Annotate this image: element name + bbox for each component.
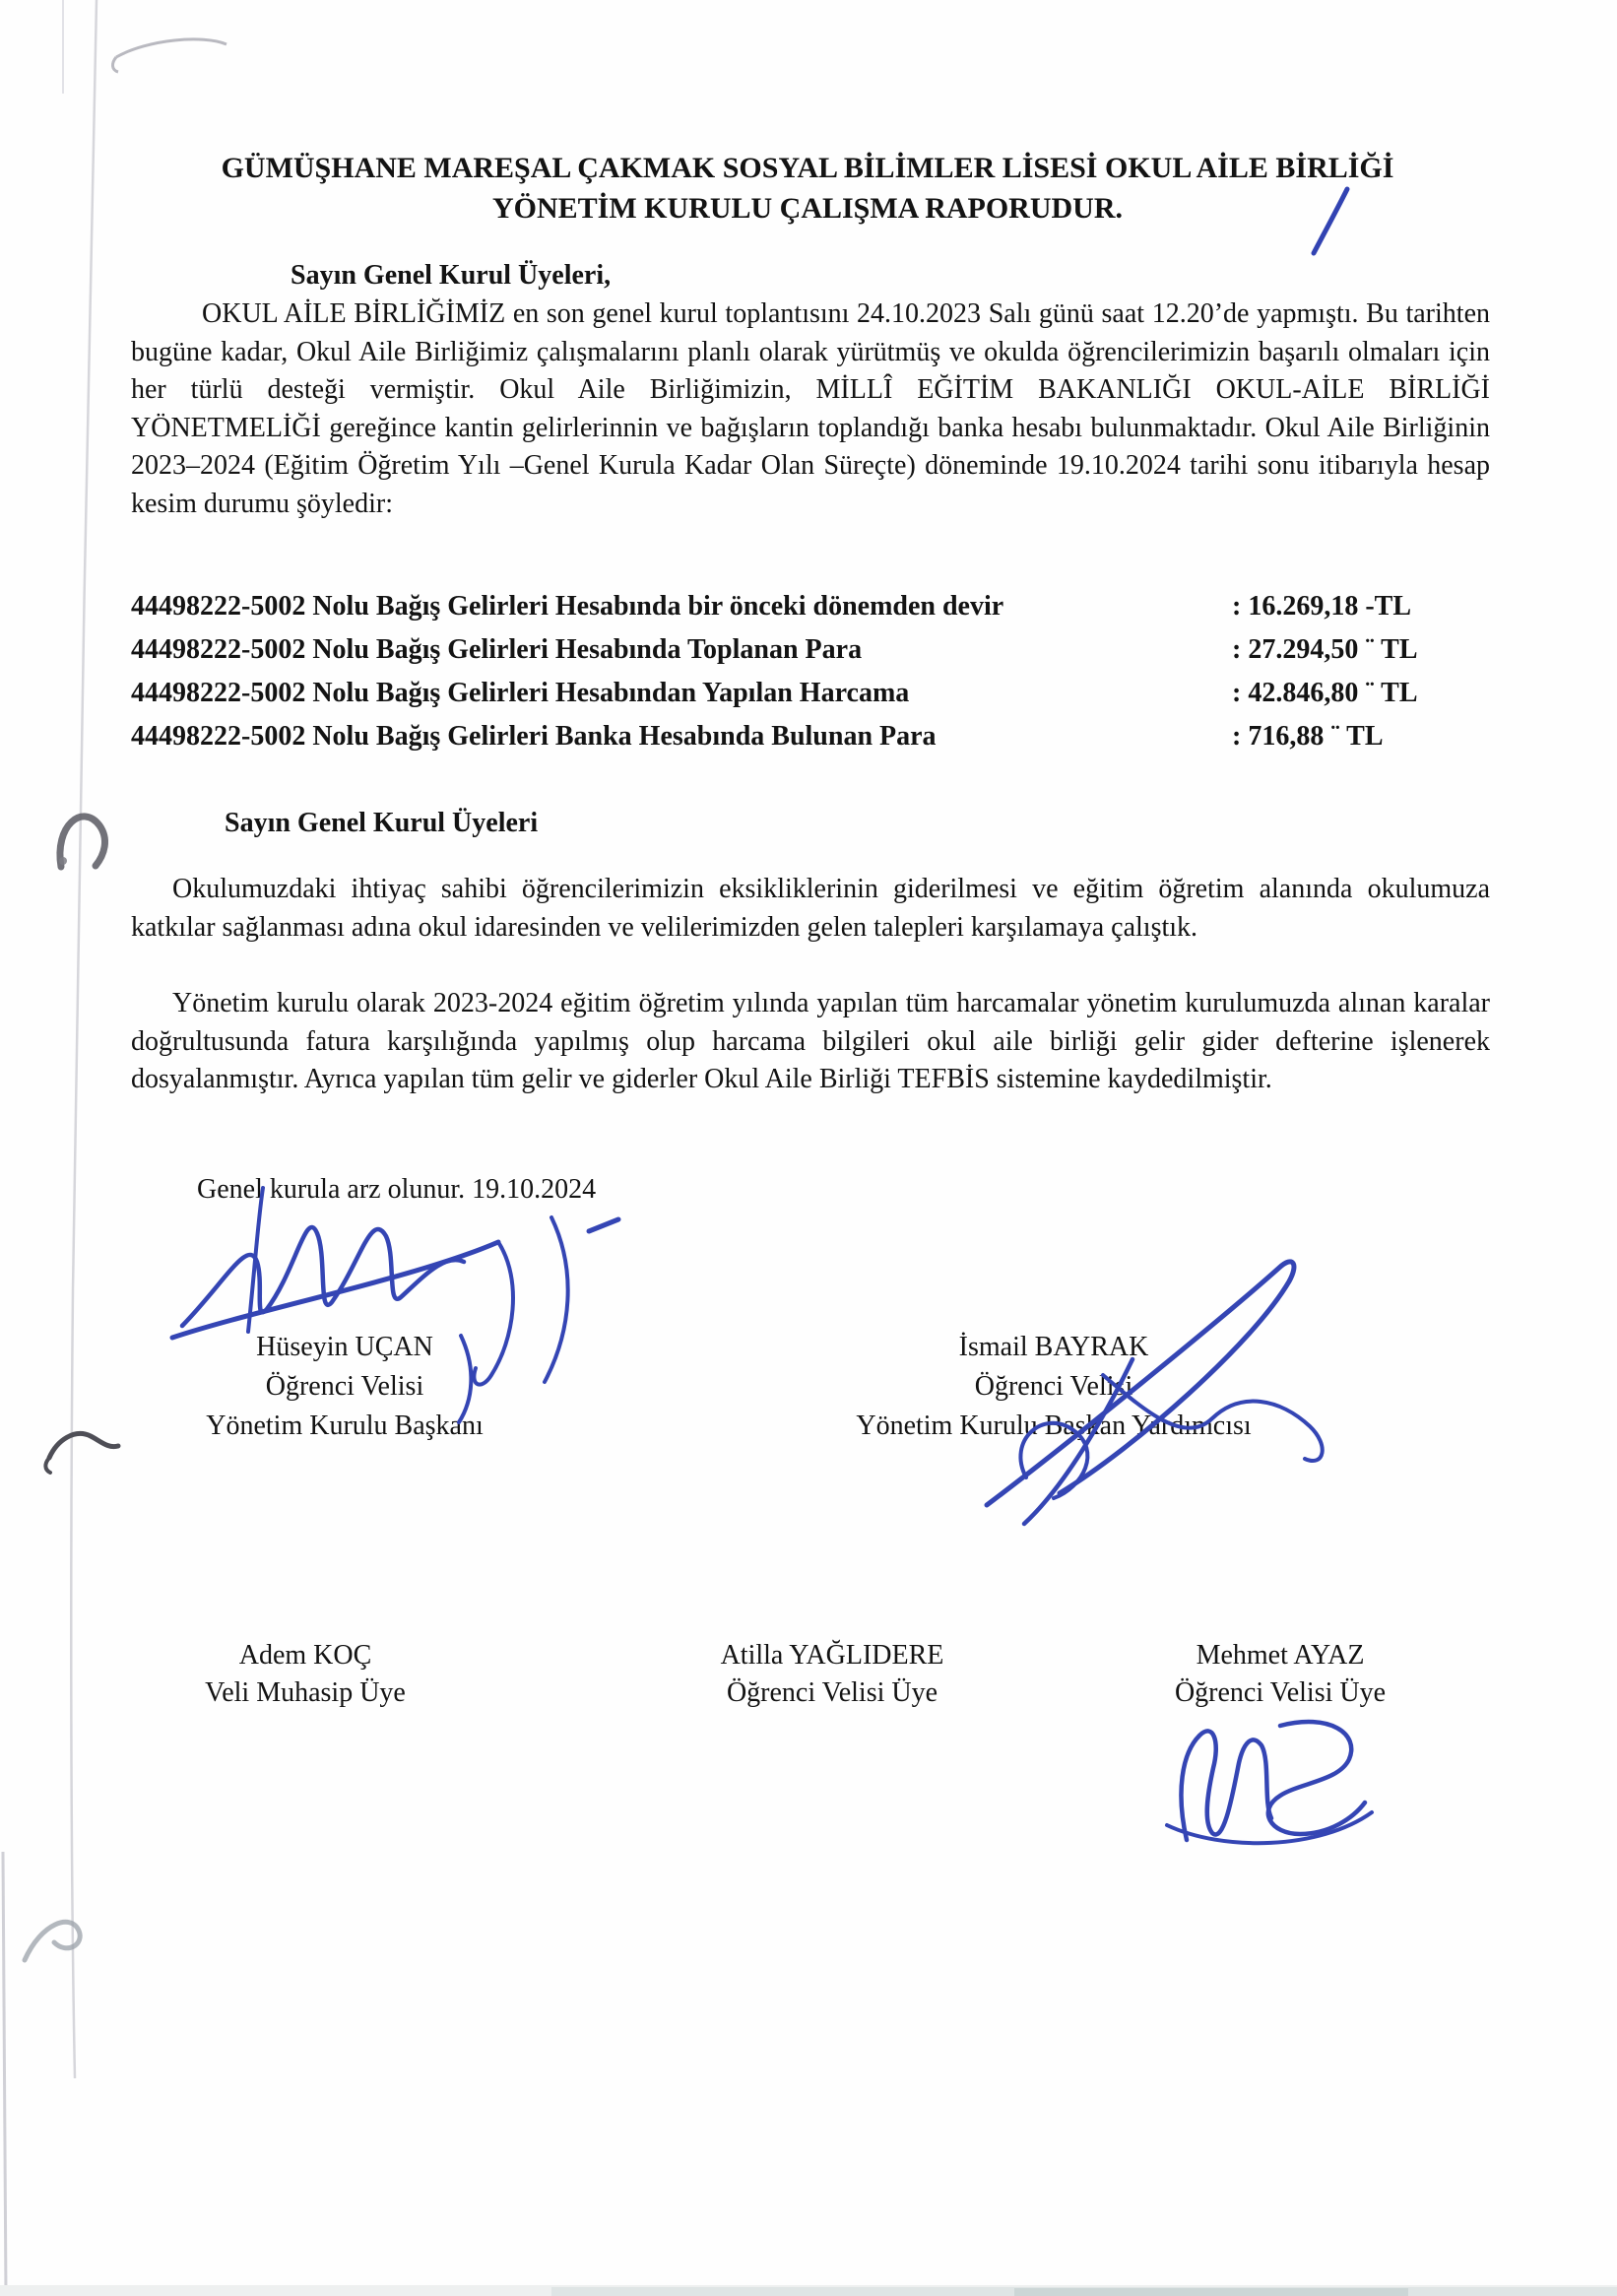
signatory-role: Öğrenci Velisi [265,1371,424,1402]
account-amount: : 27.294,50 ¨ TL [1232,634,1418,665]
signatory-role: Yönetim Kurulu Başkanı [206,1410,484,1441]
paragraph-intro: OKUL AİLE BİRLİĞİMİZ en son genel kurul toplantısını 24.10.2023 Salı günü saat 12.20’de yapmıştı. Bu tarihten bugüne kadar, Okul Aile Birliğimiz çalışmalarını planlı olarak yürütmüş ve okulda öğrencilerimizin başarılı olmaları için her türlü desteği vermiştir. Okul Aile Birliğimizin, MİLLÎ EĞİTİM BAKANLIĞI OKUL-AİLE BİRLİĞİ YÖNETMELİĞİ gereğince kantin gelirlerinnin ve bağışların toplandığı banka hesabı bulunmaktadır. Okul Aile Birliğinin 2023–2024 (Eğitim Öğretim Yılı –Genel Kurula Kadar Olan Süreçte) döneminde 19.10.2024 tarihi sonu itibarıyla hesap kesim durumu şöyledir: [131,298,1490,519]
paragraph-needs: Okulumuzdaki ihtiyaç sahibi öğrencilerimizin eksikliklerinin giderilmesi ve eğitim öğretim alanında okulumuza katkılar sağlanması adına okul idaresinden ve velilerimizden gelen talepleri karşılamaya çalıştık. [131,874,1490,943]
account-amount: : 16.269,18 -TL [1232,591,1411,622]
account-label: 44498222-5002 Nolu Bağış Gelirleri Banka Hesabında Bulunan Para [131,721,937,752]
account-label: 44498222-5002 Nolu Bağış Gelirleri Hesabından Yapılan Harcama [131,678,910,708]
signatory-name: Hüseyin UÇAN [256,1332,433,1362]
signatory-name: Mehmet AYAZ [1196,1640,1365,1671]
signatory-name: Adem KOÇ [238,1640,372,1671]
paragraph-board-decisions: Yönetim kurulu olarak 2023-2024 eğitim öğretim yılında yapılan tüm harcamalar yönetim kurulumuzda alınan karalar doğrultusunda fatura karşılığında yapılmış olup harcama bilgileri okul aile birliği gelir gider defterine işlenerek dosyalanmıştır. Ayrıca yapılan tüm gelir ve giderler Okul Aile Birliği TEFBİS sistemine kaydedilmiştir. [131,988,1490,1094]
account-row [131,721,1529,764]
scan-mark-squiggle [45,1433,118,1473]
signatory-role: Öğrenci Velisi [974,1371,1133,1402]
signatory-chairman [148,1328,542,1446]
signatory-vice-chairman [827,1328,1280,1446]
salutation-heading-2: Sayın Genel Kurul Üyeleri [225,808,539,838]
signatory-role: Veli Muhasip Üye [205,1677,406,1708]
signatory-accountant [167,1637,443,1712]
account-row [131,591,1529,634]
signatory-name: Atilla YAĞLIDERE [720,1640,944,1671]
signature-member [1167,1722,1372,1843]
account-row [131,678,1529,721]
account-label: 44498222-5002 Nolu Bağış Gelirleri Hesabında Toplanan Para [131,634,863,665]
document-title [118,148,1497,229]
scan-mark-hook-arc [59,817,105,867]
account-label: 44498222-5002 Nolu Bağış Gelirleri Hesabında bir önceki dönemden devir [131,591,1004,622]
account-amount: : 42.846,80 ¨ TL [1232,678,1418,708]
scan-mark-pigtail [25,1922,80,1960]
signatory-role: Öğrenci Velisi Üye [1174,1677,1387,1708]
account-summary [131,591,1529,764]
signatory-name: İsmail BAYRAK [958,1332,1149,1362]
account-row [131,634,1529,678]
document-title-line2: YÖNETİM KURULU ÇALIŞMA RAPORUDUR. [491,192,1124,225]
signatory-member-2 [1093,1637,1467,1712]
document-title-line1: GÜMÜŞHANE MAREŞAL ÇAKMAK SOSYAL BİLİMLER LİSESİ OKUL AİLE BİRLİĞİ [221,152,1394,184]
scan-edge-lines [3,0,97,2296]
account-amount: : 716,88 ¨ TL [1232,721,1384,752]
signatory-member-1 [640,1637,1024,1712]
signatory-role: Öğrenci Velisi Üye [726,1677,938,1708]
salutation-heading-1: Sayın Genel Kurul Üyeleri, [291,260,612,291]
scan-mark-top-left [112,39,226,72]
signatory-role: Yönetim Kurulu Başkan Yardımcısı [856,1410,1252,1441]
closing-line: Genel kurula arz olunur. 19.10.2024 [197,1174,597,1205]
scan-bottom-band [0,2285,1617,2296]
